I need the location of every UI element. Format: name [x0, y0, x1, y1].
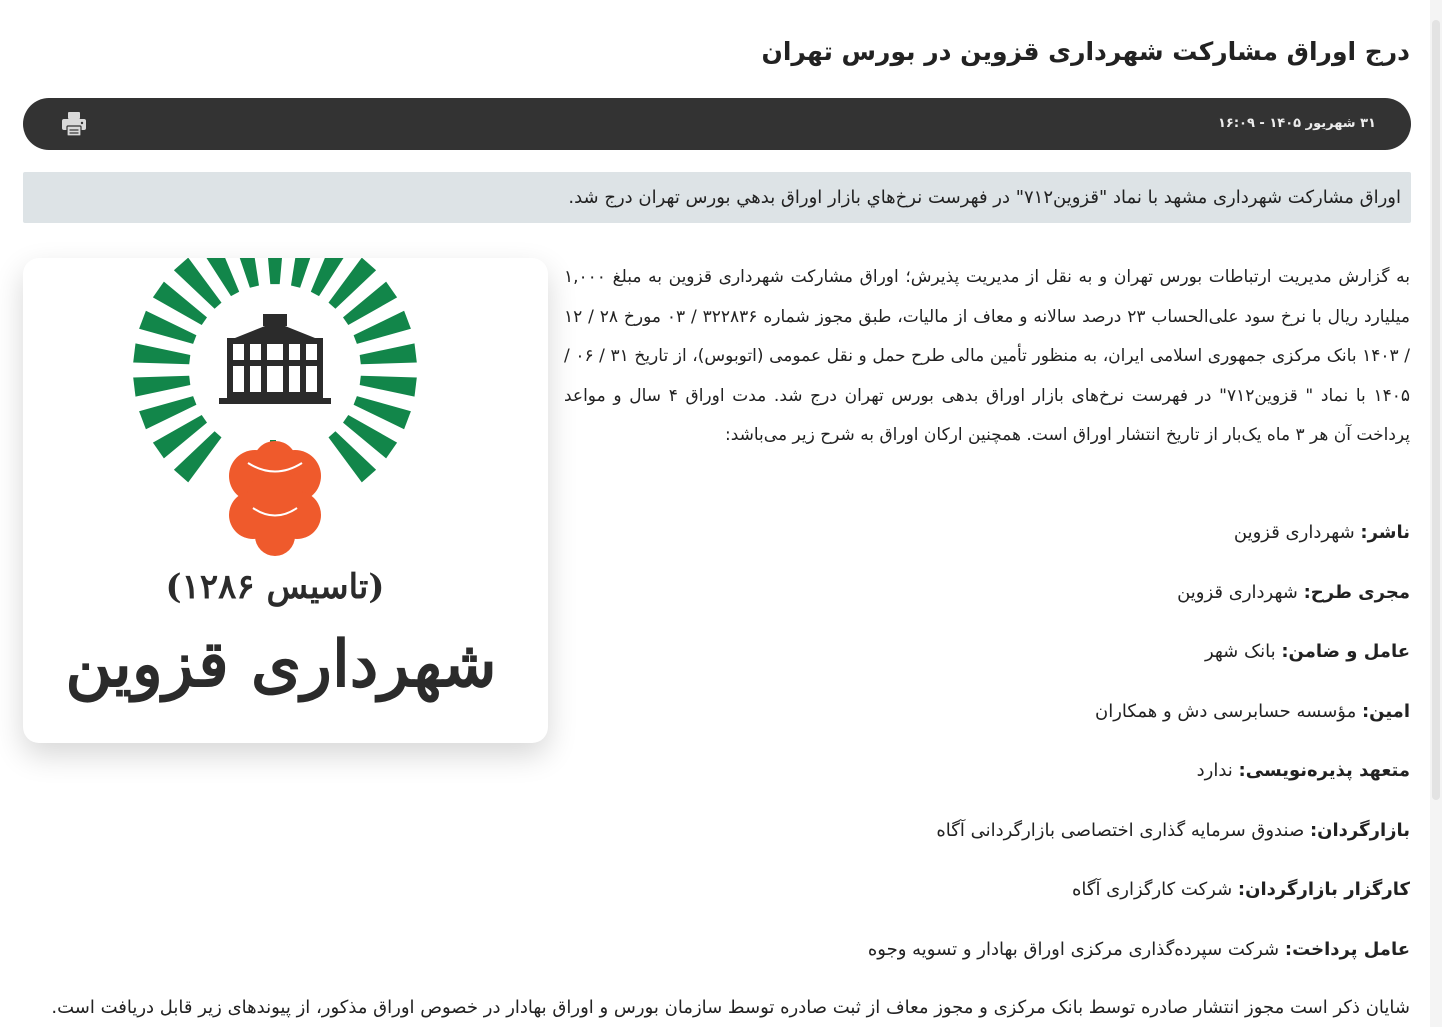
- logo-ray: [360, 343, 417, 364]
- bond-detail-value: صندوق سرمایه گذاری اختصاصی بازارگردانی آگاه: [936, 819, 1310, 841]
- logo-ray: [291, 258, 318, 288]
- print-button[interactable]: [60, 110, 88, 138]
- article-meta-bar: [23, 98, 1411, 150]
- bond-detail-label: امین:: [1361, 700, 1410, 722]
- article-footer-note: شایان ذکر است مجوز انتشار صادره توسط بانک مرکزی و مجوز معاف از ثبت صادره توسط سازمان بورس و اوراق بهادار در خصوص اوراق مذکور، از پیوندهای زیر قابل دریافت است.: [51, 997, 1410, 1018]
- logo-founded-text: (تاسیس ۱۲۸۶): [165, 567, 385, 607]
- bond-detail-label: مجری طرح:: [1303, 581, 1410, 603]
- logo-ray: [265, 258, 284, 284]
- bond-detail-label: متعهد پذیره‌نویسی:: [1238, 760, 1410, 781]
- printer-icon: [60, 110, 88, 138]
- logo-ray: [232, 258, 259, 288]
- bond-detail-row: [570, 816, 1410, 846]
- qazvin-municipality-logo: [23, 258, 548, 743]
- bond-detail-row: [570, 756, 1410, 786]
- bond-detail-value: بانک شهر: [1204, 641, 1282, 662]
- bond-detail-value: شهرداری قزوین: [1177, 581, 1304, 603]
- scrollbar-thumb[interactable]: [1432, 20, 1440, 800]
- bond-detail-value: ندارد: [1196, 760, 1239, 781]
- bond-detail-label: عامل پرداخت:: [1284, 938, 1410, 960]
- grapes-icon: [229, 440, 321, 556]
- article-lead-box: [23, 172, 1411, 223]
- bond-detail-label: بازارگردان:: [1309, 819, 1410, 841]
- bond-detail-value: شرکت سپرده‌گذاری مرکزی اوراق بهادار و تسویه وجوه: [867, 938, 1285, 960]
- bond-detail-row: [570, 518, 1410, 548]
- logo-name-text: شهرداری قزوین: [65, 627, 497, 702]
- bond-detail-value: شرکت کارگزاری آگاه: [1071, 879, 1238, 900]
- bond-detail-label: ناشر:: [1360, 522, 1410, 543]
- bond-detail-label: کارگزار بازارگردان:: [1237, 879, 1410, 900]
- bond-detail-row: [570, 578, 1410, 608]
- bond-detail-row: [570, 875, 1410, 905]
- bond-detail-label: عامل و ضامن:: [1281, 641, 1410, 662]
- article-lead: اوراق مشارکت شهرداری مشهد با نماد "قزوین۷۱۲" در فهرست نرخ‌هاي بازار اوراق بدهي بورس تهران درج شد.: [568, 187, 1401, 208]
- logo-ray: [360, 376, 417, 397]
- bond-detail-value: شهرداری قزوین: [1233, 522, 1361, 543]
- article-date: ۳۱ شهریور ۱۴۰۵ - ۱۶:۰۹: [1217, 116, 1376, 131]
- article-image: [23, 258, 548, 743]
- logo-ray: [133, 343, 190, 364]
- logo-ray: [133, 376, 190, 397]
- bond-detail-value: مؤسسه حسابرسی دش و همکاران: [1094, 700, 1362, 722]
- bond-detail-row: [570, 697, 1410, 727]
- bond-detail-row: [570, 637, 1410, 667]
- article-body: به گزارش مدیریت ارتباطات بورس تهران و به نقل از مدیریت پذیرش؛ اوراق مشارکت شهرداری قزوین به مبلغ ۱,۰۰۰ میلیارد ریال با نرخ سود علی‌الحساب ۲۳ درصد سالانه و معاف از مالیات، طبق مجوز شماره ۳۲۲۸۳۶ / ۰۳ مورخ ۲۸ / ۱۲ / ۱۴۰۳ بانک مرکزی جمهوری اسلامی ایران، به منظور تأمین مالی طرح حمل و نقل عمومی (اتوبوس)، از تاریخ ۳۱ / ۰۶ / ۱۴۰۵ با نماد " قزوین۷۱۲" در فهرست نرخ‌های بازار اوراق بدهی بورس تهران درج شد. مدت اوراق ۴ سال و مواعد پرداخت آن هر ۳ ماه یک‌بار از تاریخ انتشار اوراق است. همچنین ارکان اوراق به شرح زیر می‌باشد:: [564, 267, 1410, 446]
- bond-detail-row: [570, 935, 1410, 965]
- article-title: درج اوراق مشارکت شهرداری قزوین در بورس تهران: [761, 37, 1410, 66]
